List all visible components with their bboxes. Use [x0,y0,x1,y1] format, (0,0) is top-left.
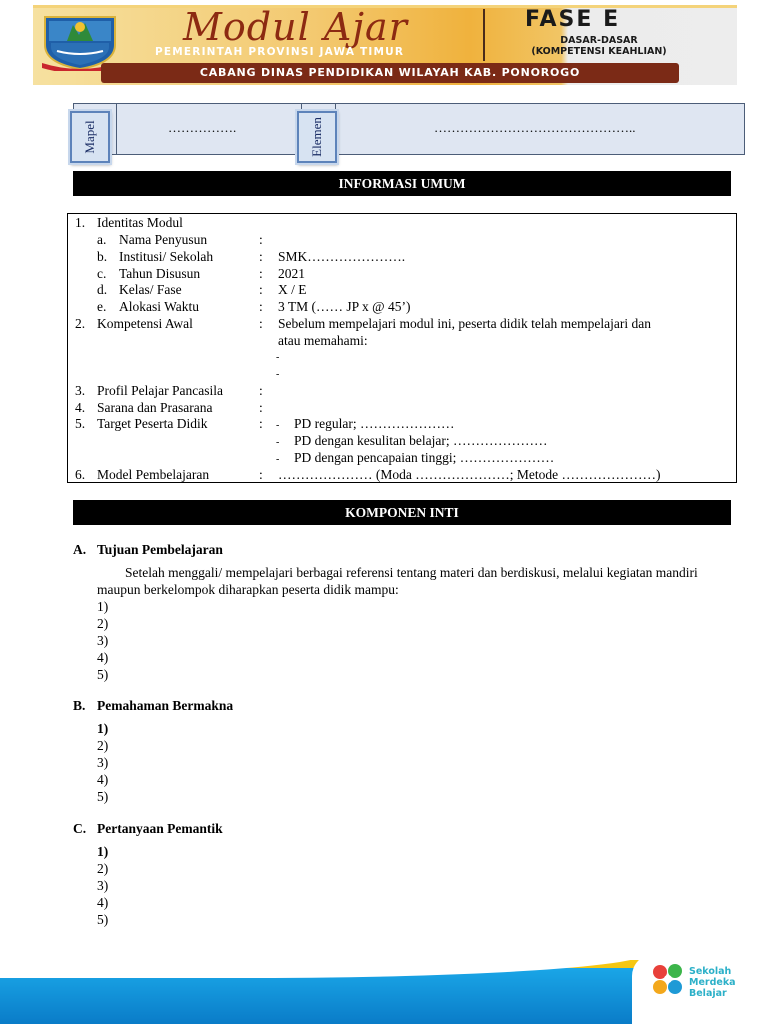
item-colon: : [259,266,263,281]
list-item-number: 2) [97,861,109,876]
item-label: Kompetensi Awal [97,316,193,331]
competence-bullet: - [276,352,280,363]
list-item-number: 5) [97,789,109,804]
page-footer [0,952,768,1024]
element-tag [297,111,337,163]
class-phase-value[interactable]: X / E [278,282,307,297]
item-number: a. [97,232,107,247]
subject-element-box [73,103,745,155]
section-letter: C. [73,821,87,836]
target-bullet: - [276,420,280,431]
target-item: PD dengan pencapaian tinggi; ………………… [294,450,555,465]
item-number: 2. [75,316,86,331]
general-info-heading: INFORMASI UMUM [73,171,731,196]
item-number: 6. [75,467,86,482]
header-banner [33,5,737,85]
competence-bullet: - [276,369,280,380]
item-label: Target Peserta Didik [97,416,208,431]
list-item-number: 2) [97,738,109,753]
list-item-number: 1) [97,599,109,614]
item-number: 1. [75,215,86,230]
item-number: b. [97,249,108,264]
item-number: 3. [75,383,86,398]
item-colon: : [259,232,263,247]
branch-bar [101,63,679,83]
item-colon: : [259,383,263,398]
section-title-text: Pertanyaan Pemantik [97,821,223,836]
list-item-number: 3) [97,878,109,893]
logo-text-line: Sekolah [689,966,732,977]
learning-model-value[interactable]: ………………… (Moda …………………; Metode …………………) [278,467,661,482]
item-colon: : [259,400,263,415]
list-item-number: 2) [97,616,109,631]
item-label: Alokasi Waktu [119,299,200,314]
section-title-text: Pemahaman Bermakna [97,698,234,713]
logo-text-line: Belajar [689,988,727,999]
target-bullet: - [276,437,280,448]
list-item-number: 5) [97,912,109,927]
initial-competence-text: atau memahami: [278,333,368,348]
section-title-text: Tujuan Pembelajaran [97,542,223,557]
item-colon: : [259,316,263,331]
school-value[interactable]: SMK…………………. [278,249,406,264]
item-number: 4. [75,400,86,415]
item-number: c. [97,266,107,281]
item-number: d. [97,282,108,297]
learning-objectives-text: Setelah menggali/ mempelajari berbagai referensi tentang materi dan berdiskusi, melalui kegiatan mandiri maupun berkelompok diharapkan peserta didik mampu: [97,565,698,597]
list-item-number: 4) [97,650,109,665]
list-item-number: 4) [97,895,109,910]
meta-separator [116,104,117,154]
element-label: Elemen [309,117,324,157]
item-label: Nama Penyusun [119,232,208,247]
phase-subtitle-line2: (KOMPETENSI KEAHLIAN) [531,46,667,57]
item-label: Identitas Modul [97,215,183,230]
item-label: Kelas/ Fase [119,282,182,297]
list-item-number: 5) [97,667,109,682]
learning-objectives-title [73,542,223,558]
item-colon: : [259,282,263,297]
item-colon: : [259,299,263,314]
phase-subtitle-line1: DASAR-DASAR [560,35,638,46]
target-item: PD regular; ………………… [294,416,455,431]
trigger-questions-title [73,821,223,837]
merdeka-logo-text [689,966,736,999]
core-components-heading: KOMPONEN INTI [73,500,731,525]
item-label: Model Pembelajaran [97,467,210,482]
phase-label: FASE E [525,7,621,32]
meaningful-understanding-title [73,698,233,714]
time-allocation-value[interactable]: 3 TM (…… JP x @ 45’) [278,299,411,314]
item-label: Profil Pelajar Pancasila [97,383,223,398]
subject-label: Mapel [82,120,97,154]
branch-text: CABANG DINAS PENDIDIKAN WILAYAH KAB. PONOROGO [199,66,581,79]
module-title: Modul Ajar [183,5,408,49]
logo-text-line: Merdeka [689,977,736,988]
list-item-number: 1) [97,721,109,736]
list-item-number: 1) [97,844,109,859]
item-label: Tahun Disusun [119,266,201,281]
subject-tag [70,111,110,163]
government-line: PEMERINTAH PROVINSI JAWA TIMUR [155,46,405,58]
item-number: 5. [75,416,86,431]
subject-value[interactable]: ……………. [168,120,237,135]
section-letter: B. [73,698,86,713]
list-item-number: 4) [97,772,109,787]
target-bullet: - [276,454,280,465]
item-colon: : [259,467,263,482]
section-letter: A. [73,542,87,557]
initial-competence-text: Sebelum mempelajari modul ini, peserta didik telah mempelajari dan [278,316,652,331]
east-java-emblem-icon [39,11,121,71]
item-label: Sarana dan Prasarana [97,400,213,415]
sekolah-merdeka-logo-icon [648,960,688,1000]
list-item-number: 3) [97,755,109,770]
element-value[interactable]: ……………………………………….. [434,120,636,135]
item-number: e. [97,299,107,314]
item-colon: : [259,416,263,431]
target-item: PD dengan kesulitan belajar; ………………… [294,433,548,448]
list-item-number: 3) [97,633,109,648]
item-label: Institusi/ Sekolah [119,249,214,264]
banner-divider [483,9,485,61]
phase-subtitle [499,35,699,57]
year-value[interactable]: 2021 [278,266,305,281]
item-colon: : [259,249,263,264]
